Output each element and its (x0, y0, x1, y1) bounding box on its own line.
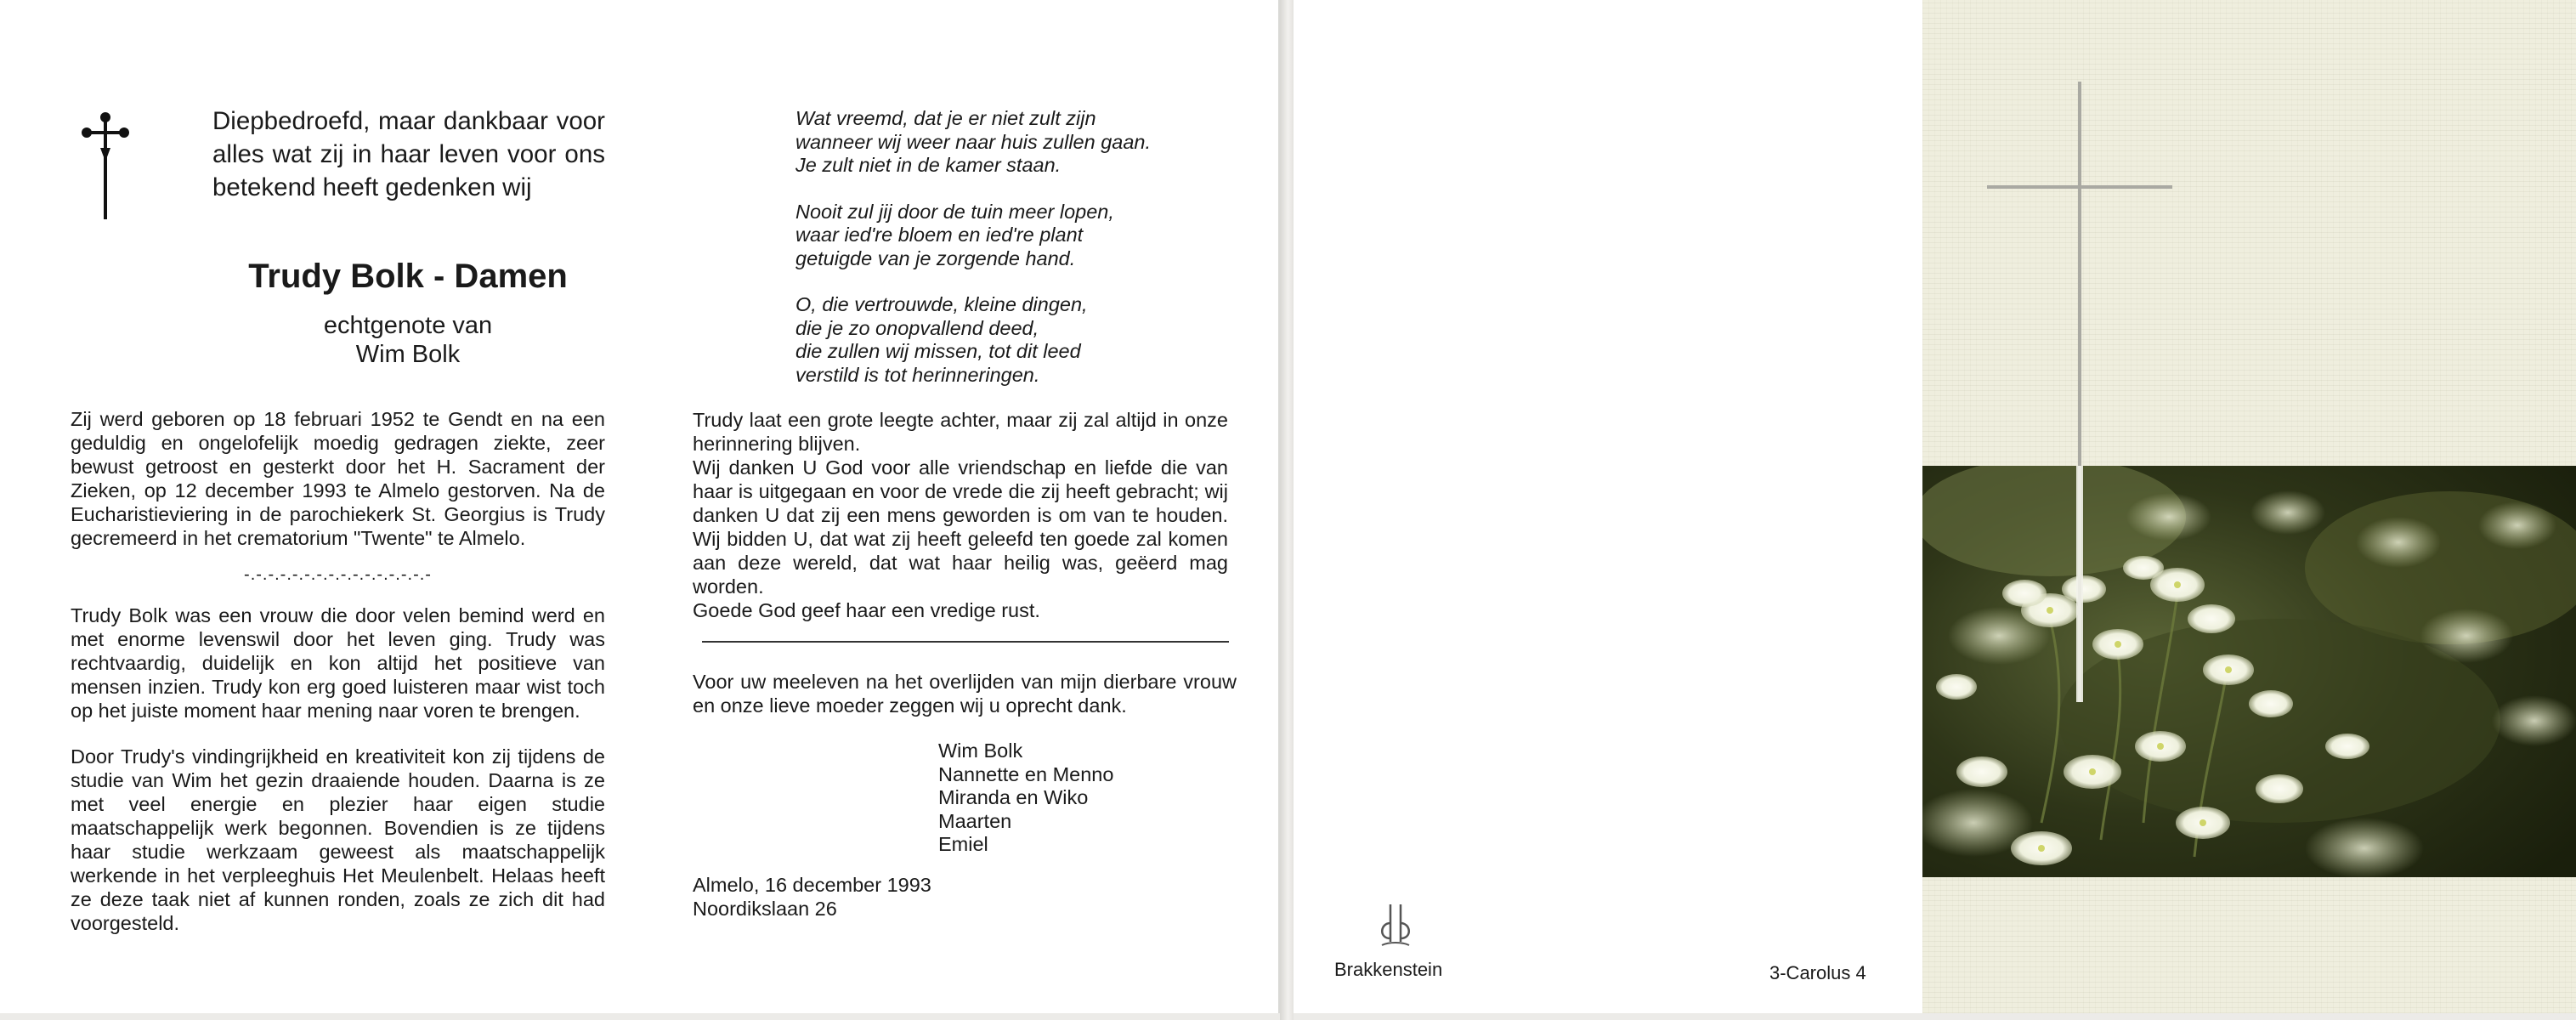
biography-paragraph-1: Zij werd geboren op 18 februari 1952 te Gendt en na een geduldig en ongelofelijk moedig gedragen ziekte, zeer bewust getroost en gesterkt door het H. Sacrament der Zieken, op 12 december 1993 te Almelo gestorven. Na de Eucharistieviering in de parochiekerk St. Georgius is Trudy gecremeerd in het crematorium "Twente" te Almelo. (71, 408, 605, 549)
signer: Nannette en Menno (938, 762, 1114, 785)
biography-paragraph-2: Trudy Bolk was een vrouw die door velen bemind werd en met enorme levenswil door het leven ging. Trudy was rechtvaardig, duidelijk en kon altijd het positieve van mensen inzien. Trudy kon erg goed luisteren maar wist toch op het juiste moment haar mening naar voren te brengen. (71, 604, 605, 722)
spouse-label: echtgenote van (323, 312, 493, 339)
signer: Wim Bolk (938, 740, 1023, 762)
poem-stanza-3 (795, 293, 1271, 387)
poem-line: verstild is tot herinneringen. (795, 363, 1040, 386)
poem (795, 107, 1271, 410)
remembrance-paragraph-1: Trudy laat een grote leegte achter, maar zij zal altijd in onze herinnering blijven. (693, 409, 1228, 455)
poem-stanza-1 (795, 107, 1271, 178)
remembrance-text (693, 408, 1228, 622)
back-panel (1294, 0, 1922, 1013)
divider-rule (702, 641, 1229, 643)
place-and-date (693, 874, 931, 921)
poem-stanza-2 (795, 201, 1271, 271)
deceased-name: Trudy Bolk - Damen (248, 258, 568, 295)
remembrance-paragraph-3: Goede God geef haar een vredige rust. (693, 599, 1040, 621)
card-code: 3-Carolus 4 (1769, 962, 1866, 983)
brakkenstein-logo-icon (1370, 899, 1421, 950)
signer: Maarten (938, 809, 1012, 832)
latin-cross-ornate-icon (82, 110, 129, 221)
card-fold (1280, 0, 1294, 1020)
separator-line: -.-.-.-.-.-.-.-.-.-.-.-.-.-.-.- (244, 565, 432, 584)
poem-line: waar ied're bloem en ied're plant (795, 224, 1084, 246)
poem-line: Je zult niet in de kamer staan. (795, 154, 1062, 176)
poem-line: die je zo onopvallend deed, (795, 316, 1039, 339)
thin-cross-icon (1922, 0, 2576, 1013)
signer: Emiel (938, 833, 988, 855)
poem-line: Wat vreemd, dat je er niet zult zijn (795, 107, 1096, 129)
address-line: Noordikslaan 26 (693, 897, 837, 920)
intro-text: Diepbedroefd, maar dankbaar voor alles wat zij in haar leven voor ons betekend heeft gedenken wij (212, 107, 605, 201)
remembrance-paragraph-2: Wij danken U God voor alle vriendschap en liefde die van haar is uitgegaan en voor de vrede die zij heeft gebracht; wij danken U dat zij een mens geworden is om van te houden. Wij bidden U, dat wat zij heeft geleefd ten goede zal komen aan deze wereld, dat wat haar heilig was, geëerd mag worden. (693, 456, 1228, 598)
signer: Miranda en Wiko (938, 786, 1089, 808)
poem-line: getuigde van je zorgende hand. (795, 246, 1076, 269)
poem-line: wanneer wij weer naar huis zullen gaan. (795, 130, 1152, 153)
acknowledgement-text: Voor uw meeleven na het overlijden van mijn dierbare vrouw en onze lieve moeder zeggen wij u oprecht dank. (693, 671, 1237, 717)
biography-paragraph-3: Door Trudy's vindingrijkheid en kreativiteit kon zij tijdens de studie van Wim het gezin draaiende houden. Daarna is ze met veel energie en plezier haar eigen studie maatschappelijk werk begonnen. Bovendien is ze tijdens haar studie werkzaam geweest als maatschappelijk werkende in het verpleeghuis Het Meulenbelt. Helaas heeft ze deze taak niet af kunnen ronden, zoals ze zich dit had voorgesteld. (71, 745, 605, 934)
poem-line: O, die vertrouwde, kleine dingen, (795, 293, 1088, 315)
publisher-name: Brakkenstein (1334, 959, 1443, 980)
date-line: Almelo, 16 december 1993 (693, 874, 931, 896)
poem-line: die zullen wij missen, tot dit leed (795, 340, 1081, 362)
spouse-block (127, 311, 688, 369)
spouse-name: Wim Bolk (355, 341, 461, 368)
signers-list (938, 740, 1113, 857)
poem-line: Nooit zul jij door de tuin meer lopen, (795, 200, 1114, 223)
